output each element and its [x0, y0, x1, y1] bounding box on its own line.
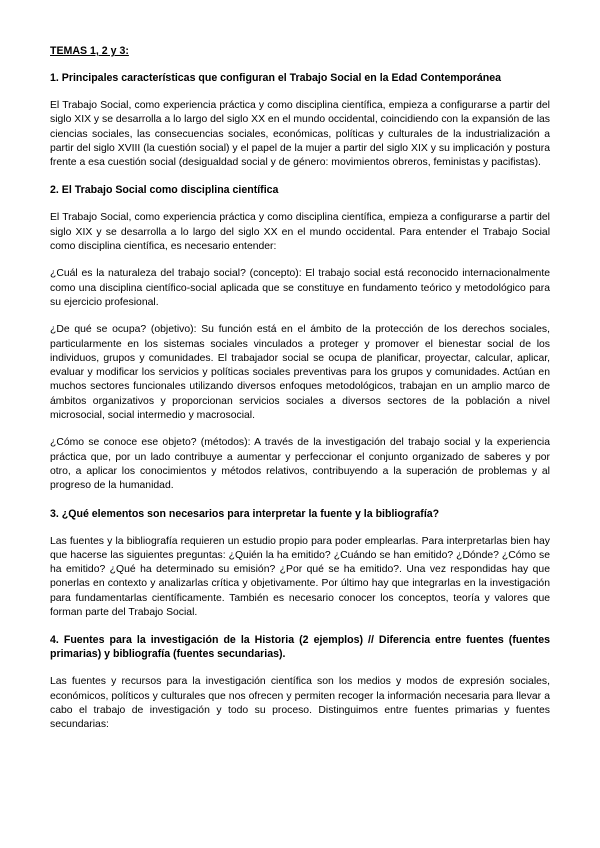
document-title: TEMAS 1, 2 y 3:: [50, 45, 129, 57]
section-2-paragraph-2: ¿Cuál es la naturaleza del trabajo social? (concepto): El trabajo social está reconocido internacionalmente como una disciplina científico-social aplicada que se constituye en fundamento teórico y metodológico para su ejercicio profesional.: [50, 268, 550, 308]
section-1-paragraph-1: El Trabajo Social, como experiencia práctica y como disciplina científica, empieza a configurarse a partir del siglo XIX y se desarrolla a lo largo del siglo XX en el mundo occidental, coincidiendo con la expansión de las ciencias sociales, las consecuencias sociales, económicas, políticas y culturales de la industrialización a partir del siglo XVIII (la cuestión social) y el papel de la mujer a partir del siglo XIX y su implicación y postura frente a esa cuestión social (desigualdad social y de género: movimientos obreros, feministas y pacifistas).: [50, 100, 550, 169]
section-3-paragraph-1: Las fuentes y la bibliografía requieren un estudio propio para poder emplearlas. Para interpretarlas bien hay que hacerse las siguientes preguntas: ¿Quién la ha emitido? ¿Cuándo se han emitido? ¿Dónde? ¿Cómo se ha emitido? ¿Qué ha determinado su emisión? ¿Por qué se ha emitido?. Una vez respondidas hay que ponerlas en contexto y analizarlas crítica y objetivamente. Por último hay que integrarlas en la investigación para fundamentarlas científicamente. También es necesario conocer los conceptos, teoría y valores que forman parte del Trabajo Social.: [50, 535, 550, 619]
section-2-paragraph-1: El Trabajo Social, como experiencia práctica y como disciplina científica, empieza a configurarse a partir del siglo XIX y se desarrolla a lo largo del siglo XX en el mundo occidental. Para entender el Trabajo Social como disciplina científica, es necesario entender:: [50, 212, 550, 253]
section-2-heading: 2. El Trabajo Social como disciplina científica: [50, 184, 279, 197]
section-2-paragraph-4: ¿Cómo se conoce ese objeto? (métodos): A través de la investigación del trabajo social y la experiencia práctica que, por un lado contribuye a aumentar y perfeccionar el conjunto organizado de saberes y por otro, a aplicar los conocimientos y métodos relativos, contribuyendo a la superación de problemas y al progreso de la humanidad.: [50, 437, 550, 492]
section-4-paragraph-1: Las fuentes y recursos para la investigación científica son los medios y modos de expresión sociales, económicos, políticos y culturales que nos ofrecen y permiten recoger la información necesaria para llevar a cabo el trabajo de investigación y todo su proceso. Distinguimos entre fuentes primarias y fuentes secundarias:: [50, 676, 550, 731]
section-4-heading: 4. Fuentes para la investigación de la Historia (2 ejemplos) // Diferencia entre fuentes (fuentes primarias) y bibliografía (fuentes secundarias).: [50, 634, 550, 661]
section-1-heading: 1. Principales características que configuran el Trabajo Social en la Edad Contemporánea: [50, 72, 501, 84]
section-3-heading: 3. ¿Qué elementos son necesarios para interpretar la fuente y la bibliografía?: [50, 507, 440, 520]
section-2-paragraph-3: ¿De qué se ocupa? (objetivo): Su función está en el ámbito de la protección de los derechos sociales, particularmente en los sistemas sociales vinculados a proteger y promover el bienestar social de los individuos, grupos y comunidades. El trabajador social se ocupa de planificar, proyectar, calcular, aplicar, evaluar y modificar los servicios y políticas sociales preventivas para los grupos y comunidades. Actúan en muchos sectores funcionales utilizando diversos enfoques metodológicos, trabajan en un amplio marco de ámbitos organizativos y proporcionan servicios sociales a diversos sectores de la población a nivel microsocial, social intermedio y macrosocial.: [50, 324, 550, 422]
